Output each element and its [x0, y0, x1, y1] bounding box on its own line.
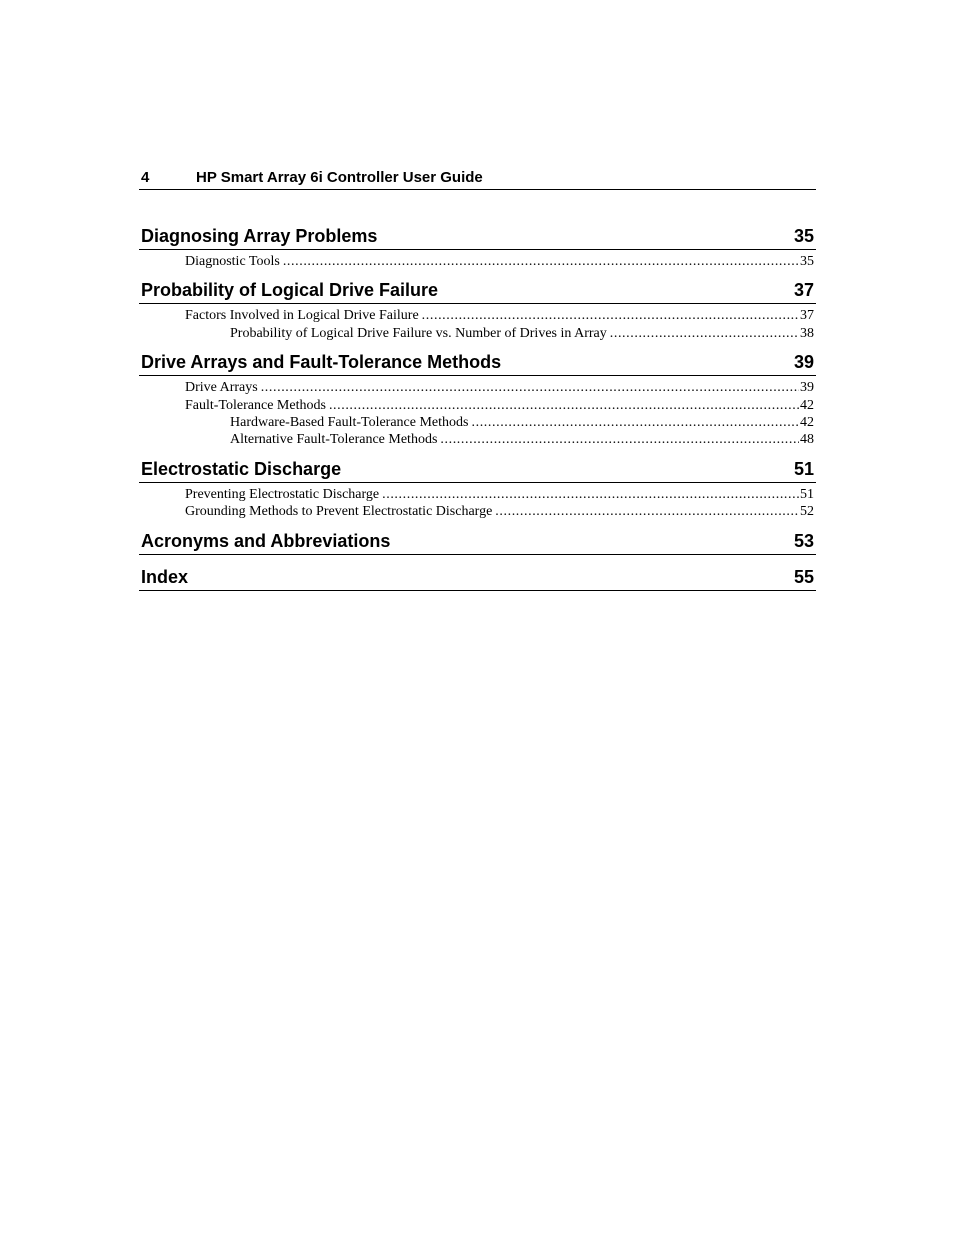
entry-page-number: 42 [800, 414, 814, 430]
dot-leader [440, 431, 799, 448]
entry-title: Preventing Electrostatic Discharge [185, 486, 380, 502]
chapter-entries [139, 555, 816, 567]
toc-chapter [139, 531, 816, 567]
dot-leader [495, 503, 799, 520]
toc-entry[interactable] [139, 486, 816, 503]
chapter-title: Acronyms and Abbreviations [141, 530, 391, 551]
entry-page-number: 52 [800, 504, 814, 520]
entry-page-number: 51 [800, 486, 814, 502]
dot-leader [382, 486, 799, 503]
running-header [139, 168, 816, 190]
chapter-entries [139, 376, 816, 459]
table-of-contents [139, 226, 816, 603]
toc-entry[interactable] [139, 325, 816, 342]
dot-leader [422, 307, 799, 324]
entry-page-number: 42 [800, 397, 814, 413]
toc-chapter [139, 567, 816, 603]
chapter-page-number: 55 [793, 566, 814, 587]
entry-title: Probability of Logical Drive Failure vs. Number of Drives in Array [230, 325, 607, 341]
entry-title: Hardware-Based Fault-Tolerance Methods [230, 414, 469, 430]
entry-title: Factors Involved in Logical Drive Failure [185, 308, 419, 324]
chapter-heading[interactable] [139, 567, 816, 591]
dot-leader [329, 397, 799, 414]
chapter-entries [139, 304, 816, 352]
chapter-title: Electrostatic Discharge [141, 458, 342, 479]
chapter-heading[interactable] [139, 459, 816, 483]
toc-entry[interactable] [139, 253, 816, 270]
dot-leader [283, 253, 799, 270]
toc-chapter [139, 226, 816, 280]
chapter-entries [139, 591, 816, 603]
chapter-title: Drive Arrays and Fault-Tolerance Methods [141, 352, 502, 373]
entry-page-number: 38 [800, 325, 814, 341]
chapter-page-number: 37 [793, 280, 814, 301]
toc-entry[interactable] [139, 414, 816, 431]
chapter-entries [139, 250, 816, 280]
chapter-page-number: 51 [793, 458, 814, 479]
toc-entry[interactable] [139, 397, 816, 414]
toc-entry[interactable] [139, 379, 816, 396]
toc-chapter [139, 459, 816, 531]
chapter-page-number: 39 [793, 352, 814, 373]
chapter-page-number: 53 [793, 530, 814, 551]
chapter-heading[interactable] [139, 280, 816, 304]
chapter-heading[interactable] [139, 531, 816, 555]
toc-entry[interactable] [139, 431, 816, 448]
entry-title: Alternative Fault-Tolerance Methods [230, 432, 438, 448]
chapter-heading[interactable] [139, 352, 816, 376]
dot-leader [472, 414, 800, 431]
entry-title: Fault-Tolerance Methods [185, 397, 326, 413]
toc-chapter [139, 280, 816, 352]
toc-entry[interactable] [139, 307, 816, 324]
entry-title: Grounding Methods to Prevent Electrostatic Discharge [185, 504, 493, 520]
chapter-entries [139, 483, 816, 531]
page-number: 4 [141, 169, 150, 186]
chapter-title: Diagnosing Array Problems [141, 226, 378, 246]
entry-title: Drive Arrays [185, 380, 258, 396]
dot-leader [610, 325, 799, 342]
entry-page-number: 37 [800, 308, 814, 324]
chapter-page-number: 35 [793, 226, 814, 246]
toc-chapter [139, 352, 816, 459]
entry-page-number: 39 [800, 380, 814, 396]
entry-page-number: 35 [800, 254, 814, 269]
chapter-title: Index [141, 566, 189, 587]
toc-entry[interactable] [139, 503, 816, 520]
entry-title: Diagnostic Tools [185, 254, 280, 269]
entry-page-number: 48 [800, 432, 814, 448]
chapter-title: Probability of Logical Drive Failure [141, 280, 439, 301]
dot-leader [261, 379, 799, 396]
document-title: HP Smart Array 6i Controller User Guide [196, 169, 483, 186]
chapter-heading[interactable] [139, 226, 816, 250]
